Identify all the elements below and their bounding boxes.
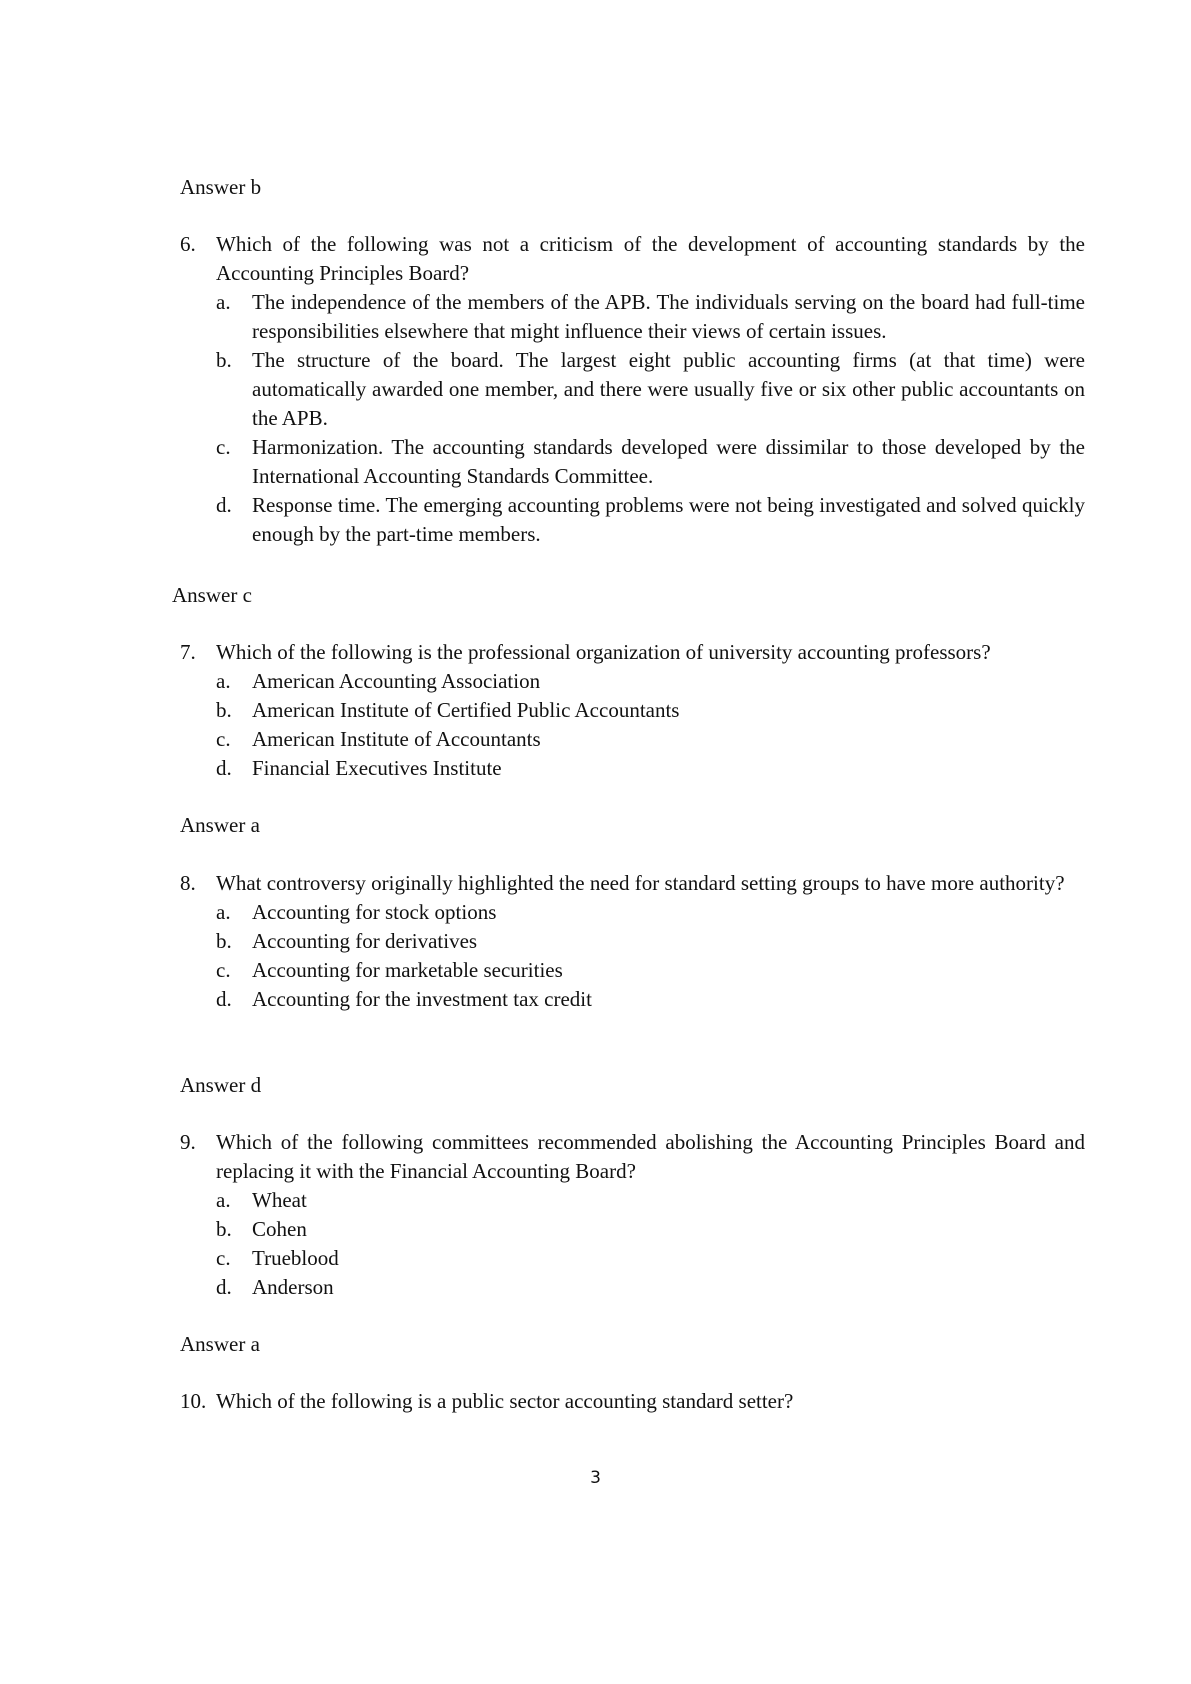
option-text: Cohen xyxy=(252,1217,307,1241)
option-c xyxy=(216,1244,1085,1273)
option-letter: d. xyxy=(216,987,232,1011)
question-stem xyxy=(180,638,1085,667)
question-number: 10. xyxy=(180,1389,207,1413)
option-letter: c. xyxy=(216,435,231,459)
question-6 xyxy=(180,230,1085,549)
option-text: Accounting for derivatives xyxy=(252,929,478,953)
option-text: Harmonization. The accounting standards developed were dissimilar to those developed by the International Accounting Standards Committee. xyxy=(252,435,1085,488)
option-text: American Institute of Accountants xyxy=(252,727,541,751)
option-text: Response time. The emerging accounting problems were not being investigated and solved quickly enough by the part-time members. xyxy=(252,493,1085,546)
option-text: Accounting for the investment tax credit xyxy=(252,987,592,1011)
option-d xyxy=(216,985,1085,1014)
option-text: Accounting for marketable securities xyxy=(252,958,563,982)
option-text: The independence of the members of the APB. The individuals serving on the board had full-time responsibilities elsewhere that might influence their views of certain issues. xyxy=(252,290,1085,343)
option-letter: b. xyxy=(216,1217,232,1241)
question-stem xyxy=(180,1128,1085,1186)
option-text: Financial Executives Institute xyxy=(252,756,502,780)
option-a xyxy=(216,288,1085,346)
option-text: Accounting for stock options xyxy=(252,900,497,924)
option-a xyxy=(216,1186,1085,1215)
question-10 xyxy=(180,1387,1085,1416)
option-d xyxy=(216,1273,1085,1302)
option-letter: c. xyxy=(216,727,231,751)
page-number: 3 xyxy=(590,1468,601,1488)
option-letter: d. xyxy=(216,756,232,780)
question-text: Which of the following is a public sector accounting standard setter? xyxy=(216,1389,794,1413)
option-list xyxy=(180,1186,1085,1302)
option-c xyxy=(216,956,1085,985)
option-text: American Institute of Certified Public Accountants xyxy=(252,698,680,722)
option-b xyxy=(216,1215,1085,1244)
option-letter: b. xyxy=(216,929,232,953)
question-text: Which of the following was not a criticism of the development of accounting standards by the Accounting Principles Board? xyxy=(216,232,1085,285)
option-text: Anderson xyxy=(252,1275,334,1299)
option-d xyxy=(216,491,1085,549)
option-letter: a. xyxy=(216,669,231,693)
option-d xyxy=(216,754,1085,783)
option-list xyxy=(180,667,1085,783)
option-letter: b. xyxy=(216,348,232,372)
option-text: Trueblood xyxy=(252,1246,339,1270)
question-text: Which of the following committees recommended abolishing the Accounting Principles Board and replacing it with the Financial Accounting Board? xyxy=(216,1130,1085,1183)
option-text: The structure of the board. The largest eight public accounting firms (at that time) were automatically awarded one member, and there were usually five or six other public accountants on the APB. xyxy=(252,348,1085,430)
answer-line: Answer a xyxy=(180,1332,260,1356)
question-9 xyxy=(180,1128,1085,1302)
question-number: 8. xyxy=(180,871,196,895)
option-c xyxy=(216,725,1085,754)
question-stem xyxy=(180,230,1085,288)
question-number: 7. xyxy=(180,640,196,664)
option-a xyxy=(216,898,1085,927)
answer-line: Answer a xyxy=(180,813,260,837)
answer-line: Answer c xyxy=(172,583,252,607)
option-text: American Accounting Association xyxy=(252,669,541,693)
question-stem xyxy=(180,1387,1085,1416)
question-number: 9. xyxy=(180,1130,196,1154)
question-text: What controversy originally highlighted the need for standard setting groups to have more authority? xyxy=(216,871,1065,895)
option-list xyxy=(180,898,1085,1014)
option-letter: d. xyxy=(216,1275,232,1299)
option-letter: a. xyxy=(216,1188,231,1212)
question-stem xyxy=(180,869,1085,898)
option-letter: a. xyxy=(216,900,231,924)
option-a xyxy=(216,667,1085,696)
question-7 xyxy=(180,638,1085,783)
option-b xyxy=(216,927,1085,956)
option-text: Wheat xyxy=(252,1188,307,1212)
option-c xyxy=(216,433,1085,491)
answer-line: Answer b xyxy=(180,175,262,199)
question-number: 6. xyxy=(180,232,196,256)
option-b xyxy=(216,346,1085,433)
option-list xyxy=(180,288,1085,549)
option-b xyxy=(216,696,1085,725)
answer-line: Answer d xyxy=(180,1073,262,1097)
option-letter: d. xyxy=(216,493,232,517)
option-letter: c. xyxy=(216,958,231,982)
question-8 xyxy=(180,869,1085,1014)
option-letter: b. xyxy=(216,698,232,722)
option-letter: c. xyxy=(216,1246,231,1270)
question-text: Which of the following is the professional organization of university accounting professors? xyxy=(216,640,991,664)
option-letter: a. xyxy=(216,290,231,314)
